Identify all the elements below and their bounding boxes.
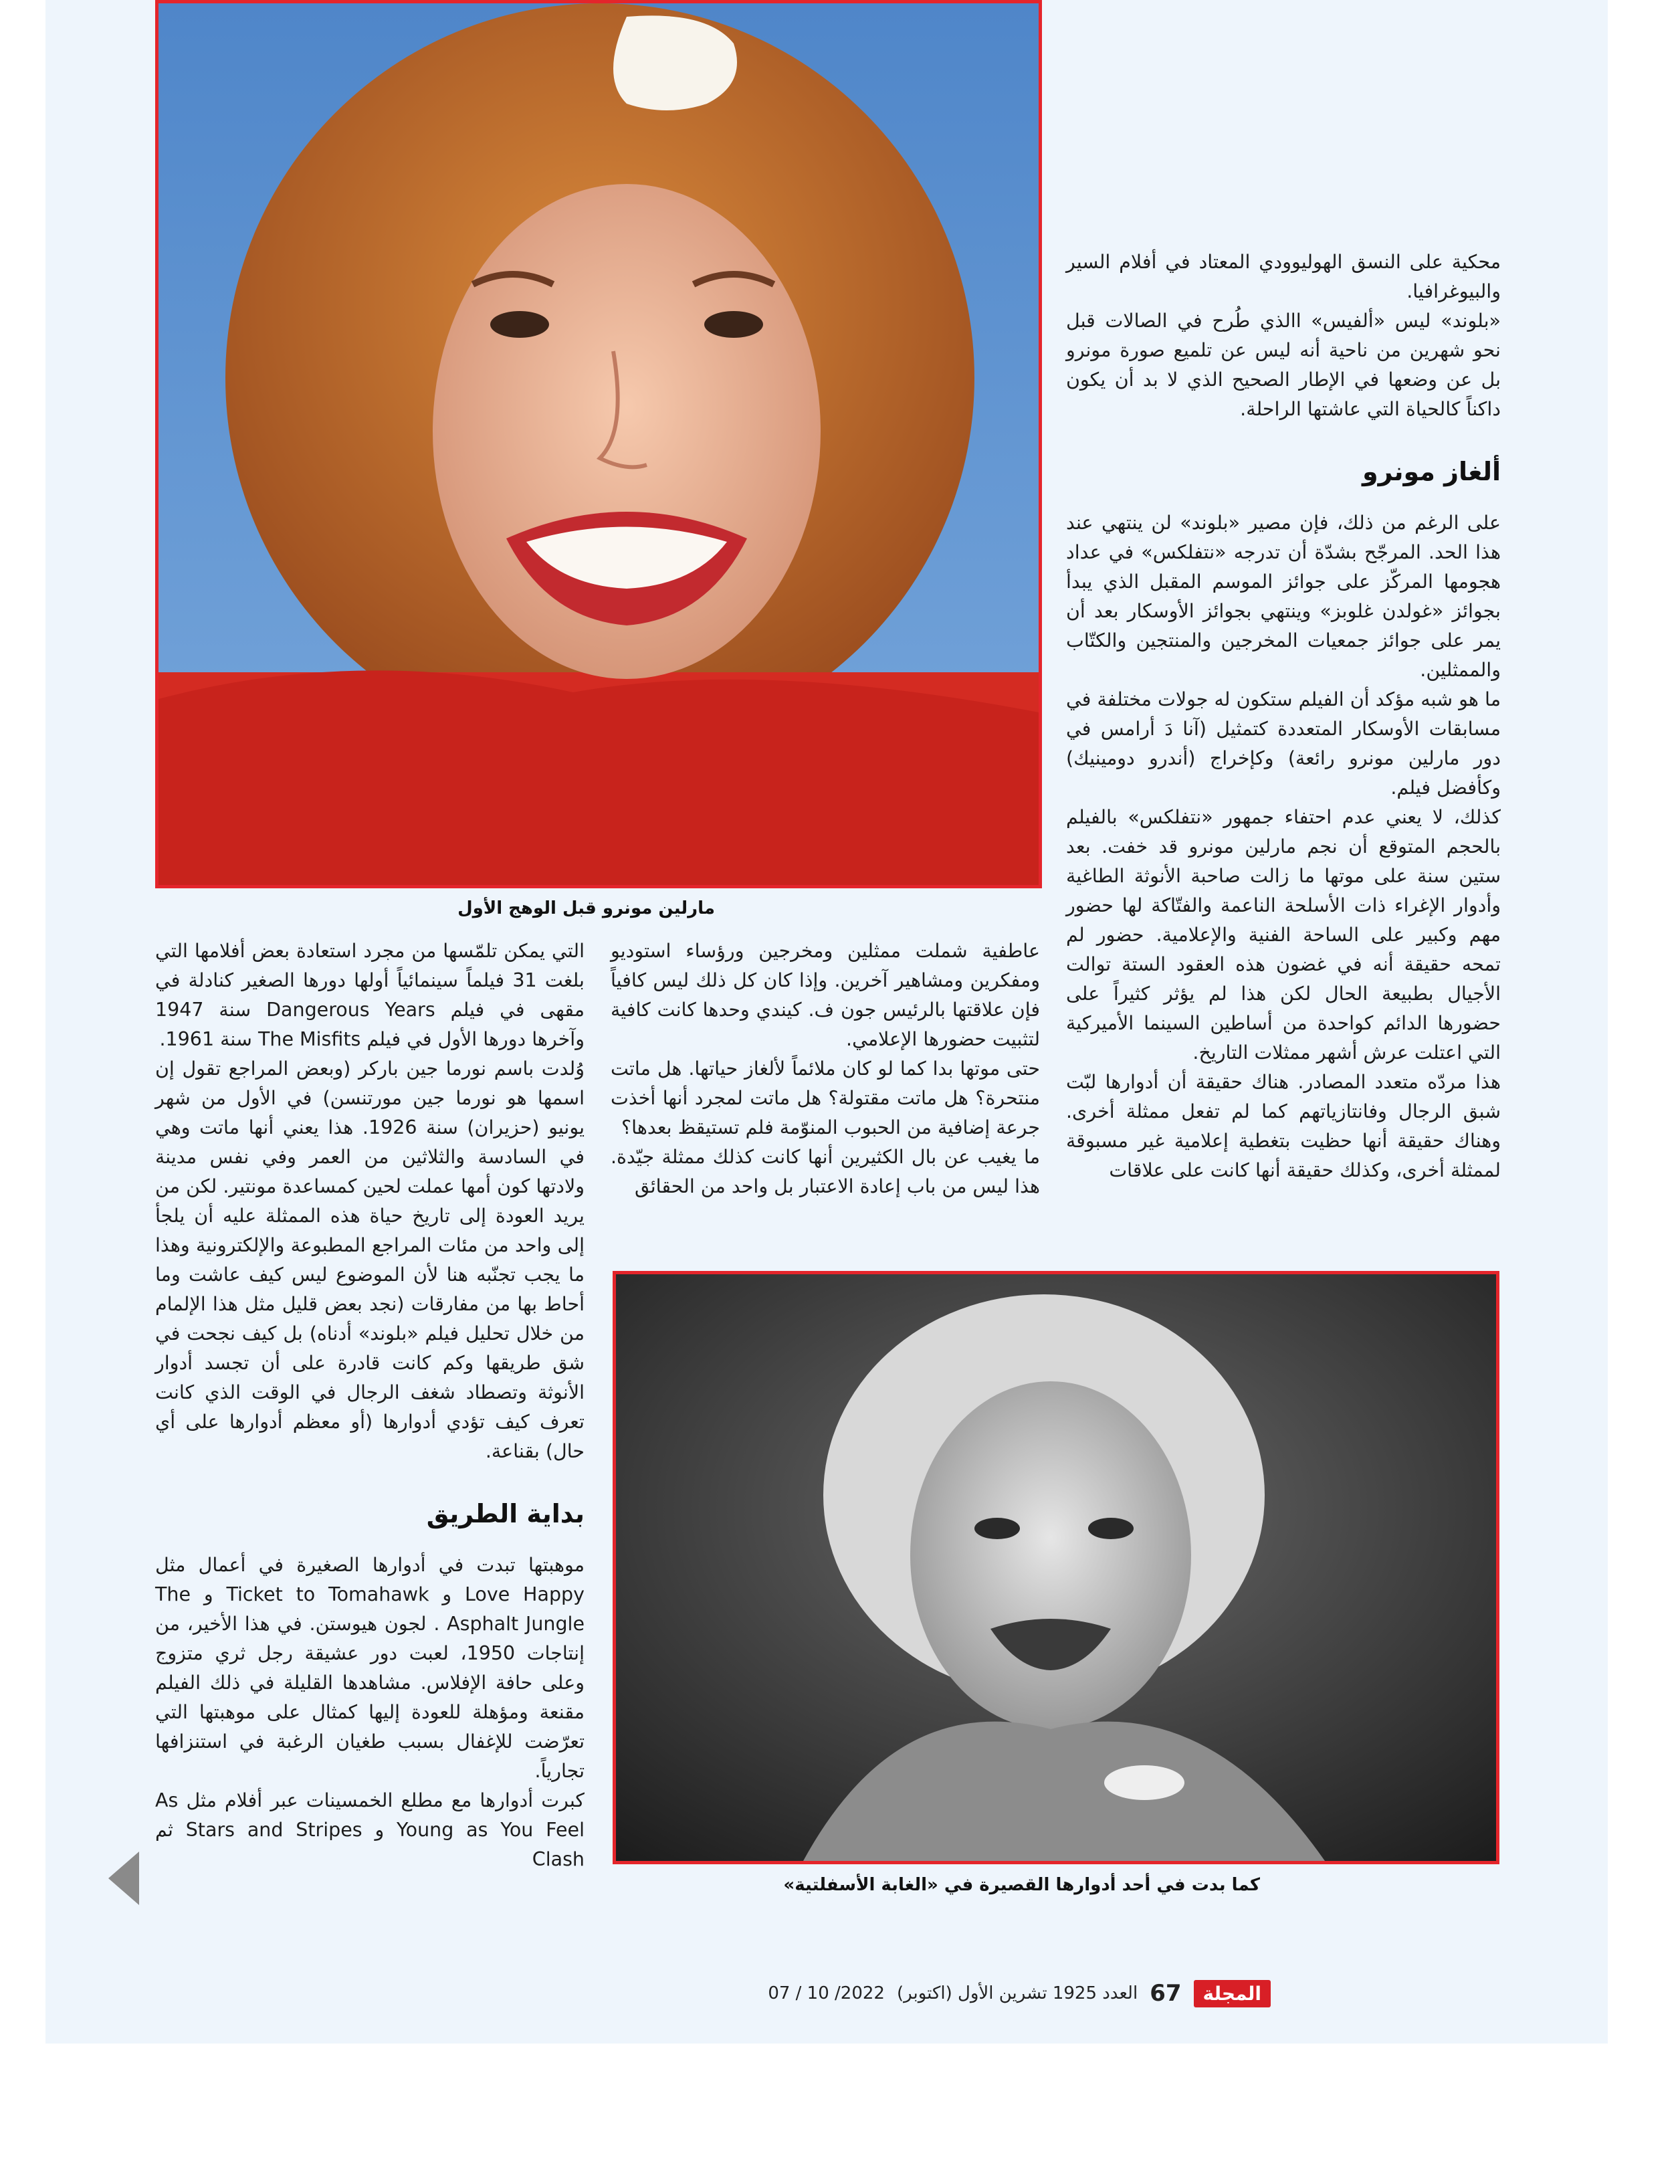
film-title: Stars and Stripes bbox=[185, 1819, 362, 1841]
monroe-portrait-photo bbox=[155, 0, 1042, 888]
paragraph: عاطفية شملت ممثلين ومخرجين ورؤساء استوديو ومفكرين ومشاهير آخرين. وإذا كان كل ذلك ليس كافياً فإن علاقتها بالرئيس جون ف. كيندي وحدها كانت كافية لتثبيت حضورها الإعلامي. bbox=[611, 940, 1040, 1050]
paragraph: موهبتها تبدت في أدوارها الصغيرة في أعمال مثل Love Happy و Ticket to Tomahawk و The Asphalt Jungle . لجون هيوستن. في هذا الأخير، من إنتاجات 1950، لعبت دور عشيقة رجل ثري متزوج وعلى حافة الإفلاس. مشاهدها القليلة في ذلك الفيلم مقنعة ومؤهلة للعودة إليها كمثال على موهبتها التي تعرّضت للإغفال بسبب طغيان الرغبة في استنزافها تجارياً. bbox=[155, 1554, 585, 1782]
issue-date: 07 / 10 /2022 bbox=[768, 1983, 885, 2003]
top-photo-caption: مارلين مونرو قبل الوهج الأول bbox=[457, 898, 715, 918]
paragraph: على الرغم من ذلك، فإن مصير «بلوند» لن ينتهي عند هذا الحد. المرجّح بشدّة أن تدرجه «نتفلكس» في عداد هجومها المركّز على جوائز الموسم المقبل الذي يبدأ بجوائز «غولدن غلوبز» وينتهي بجوائز الأوسكار بعد أن يمر على جوائز جمعيات المخرجين والمنتجين والكتّاب والممثلين. bbox=[1066, 512, 1501, 681]
section-heading: بداية الطريق bbox=[426, 1499, 585, 1528]
section-heading: ألغاز مونرو bbox=[1362, 457, 1501, 486]
film-title: Clash bbox=[532, 1848, 585, 1870]
paragraph: هذا مردّه متعدد المصادر. هناك حقيقة أن أدوارها لبّت شبق الرجال وفانتازياتهم كما لم تفعل ممثلة أخرى. وهناك حقيقة أنها حظيت بتغطية إعلامية غير مسبوقة لممثلة أخرى، وكذلك حقيقة أنها كانت على علاقات bbox=[1066, 1071, 1501, 1181]
monroe-asphalt-jungle-photo bbox=[613, 1271, 1499, 1864]
page-footer bbox=[401, 1973, 1271, 2013]
article-column-middle bbox=[611, 936, 1040, 1201]
article-column-right bbox=[1066, 247, 1501, 1185]
portrait-image bbox=[159, 3, 1039, 888]
bottom-photo-caption: كما بدت في أحد أدوارها القصيرة في «الغابة الأسفلتية» bbox=[783, 1875, 1260, 1895]
paragraph: التي يمكن تلمّسها من مجرد استعادة بعض أفلامها التي بلغت 31 فيلماً سينمائياً أولها دورها الصغير كنادلة في مقهى في فيلم Dangerous Years سنة 1947 وآخرها دورها الأول في فيلم The Misfits سنة 1961. bbox=[155, 940, 585, 1050]
paragraph: حتى موتها بدا كما لو كان ملائماً لألغاز حياتها. هل ماتت منتحرة؟ هل ماتت مقتولة؟ هل ماتت لمجرد أنها أخذت جرعة إضافية من الحبوب المنوّمة فلم تستيقظ بعدها؟ bbox=[611, 1058, 1040, 1138]
paragraph: محكية على النسق الهوليوودي المعتاد في أفلام السير والبيوغرافيا. bbox=[1066, 251, 1501, 302]
film-title: Ticket to Tomahawk bbox=[226, 1583, 429, 1605]
still-image bbox=[616, 1274, 1496, 1861]
paragraph: كذلك، لا يعني عدم احتفاء جمهور «نتفلكس» بالفيلم بالحجم المتوقع أن نجم مارلين مونرو قد خفت. بعد ستين سنة على موتها ما زالت صاحبة الأنوثة الطاغية وأدوار الإغراء ذات الأسلحة الناعمة والفتّاكة لها حضور مهم وكبير على الساحة الفنية والإعلامية. حضور لم تمحه حقيقة أنه في غضون هذه العقود الستة توالت الأجيال بطبيعة الحال لكن هذا لم يؤثر كثيراً على حضورها الدائم كواحدة من أساطين السينما الأميركية التي اعتلت عرش أشهر ممثلات التاريخ. bbox=[1066, 806, 1501, 1064]
film-title: Dangerous Years bbox=[266, 999, 435, 1021]
previous-page-arrow-icon[interactable] bbox=[108, 1852, 139, 1905]
film-title: The Misfits bbox=[257, 1028, 361, 1050]
magazine-logo: المجلة bbox=[1194, 1980, 1271, 2007]
paragraph: ما هو شبه مؤكد أن الفيلم ستكون له جولات مختلفة في مسابقات الأوسكار المتعددة كتمثيل (آنا دَ أرامس في دور مارلين مونرو رائعة) وكإخراج (أندرو دومينيك) وكأفضل فيلم. bbox=[1066, 688, 1501, 799]
paragraph: «بلوند» ليس «ألفيس» االذي طُرح في الصالات قبل نحو شهرين من ناحية أنه ليس عن تلميع صورة مونرو بل عن وضعها في الإطار الصحيح الذي لا بد أن يكون داكناً كالحياة التي عاشتها الراحلة. bbox=[1066, 310, 1501, 420]
paragraph: وُلدت باسم نورما جين باركر (وبعض المراجع تقول إن اسمها هو نورما جين مورتنسن) في الأول من شهر يونيو (حزيران) سنة 1926. هذا يعني أنها ماتت وهي في السادسة والثلاثين من العمر وفي نفس مدينة ولادتها كون أمها عملت لحين كمساعدة مونتير. لكن من يريد العودة إلى تاريخ حياة هذه الممثلة عليه أن يلجأ إلى واحد من مئات المراجع المطبوعة والإلكترونية وهذا ما يجب تجنّبه هنا لأن الموضوع ليس كيف عاشت وما أحاط بها من مفارقات (نجد بعض قليل مثل هذا الإلمام من خلال تحليل فيلم «بلوند» أدناه) بل كيف نجحت في شق طريقها وكم كانت قادرة على أن تجسد أدوار الأنوثة وتصطاد شغف الرجال في الوقت الذي كانت تعرف كيف تؤدي أدوارها (أو معظم أدوارها على أي حال) بقناعة. bbox=[155, 1058, 585, 1462]
page-number: 67 bbox=[1150, 1980, 1182, 2007]
paragraph: كبرت أدوارها مع مطلع الخمسينات عبر أفلام مثل As Young as You Feel و Stars and Stripes ثم Clash bbox=[155, 1789, 585, 1870]
film-title: The Asphalt Jungle bbox=[155, 1583, 585, 1635]
film-title: Love Happy bbox=[465, 1583, 585, 1605]
article-column-left bbox=[155, 936, 585, 1874]
issue-info: العدد 1925 تشرين الأول (اكتوبر) bbox=[896, 1983, 1138, 2003]
paragraph: ما يغيب عن بال الكثيرين أنها كانت كذلك ممثلة جيّدة. هذا ليس من باب إعادة الاعتبار بل واحد من الحقائق bbox=[611, 1146, 1040, 1197]
film-title: As Young as You Feel bbox=[155, 1789, 585, 1841]
